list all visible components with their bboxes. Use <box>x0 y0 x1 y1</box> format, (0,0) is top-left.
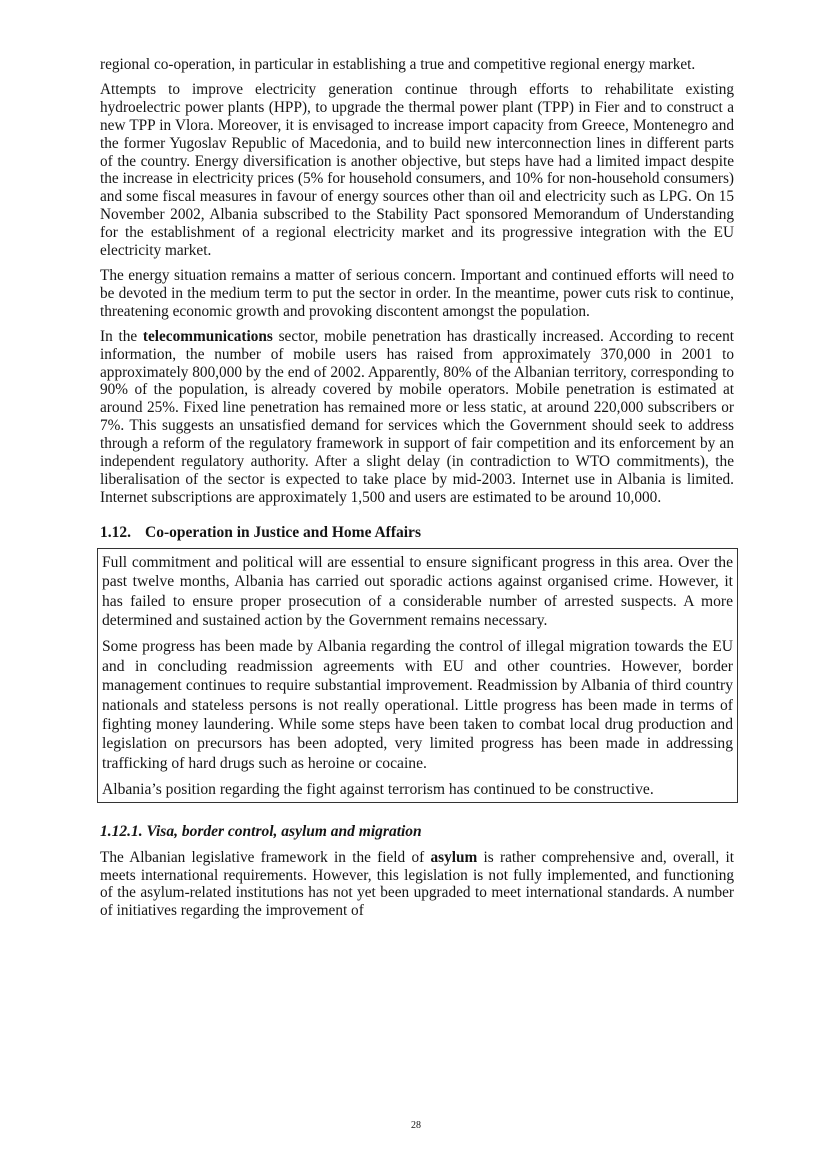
paragraph-electricity-generation: Attempts to improve electricity generation continue through efforts to rehabilitate existing hydroelectric power plants (HPP), to upgrade the thermal power plant (TPP) in Fier and to construct a new TPP in Vlora. Moreover, it is envisaged to increase import capacity from Greece, Montenegro and the former Yugoslav Republic of Macedonia, and to build new interconnection lines in different parts of the country. Energy diversification is another objective, but steps have had a limited impact despite the increase in electricity prices (5% for household consumers, and 10% for non-household consumers) and some fiscal measures in favour of energy sources other than oil and electricity such as LPG. On 15 November 2002, Albania subscribed to the Stability Pact sponsored Memorandum of Understanding for the establishment of a regional electricity market and its progressive integration with the EU electricity market. <box>100 80 734 260</box>
asylum-bold-term: asylum <box>430 848 478 866</box>
section-number: 1.12. <box>100 523 131 541</box>
paragraph-telecommunications <box>100 328 734 507</box>
subsection-heading: 1.12.1. Visa, border control, asylum and migration <box>100 822 422 840</box>
section-title: Co-operation in Justice and Home Affairs <box>145 523 421 541</box>
telecom-rest: sector, mobile penetration has drastically increased. According to recent information, the number of mobile users has raised from approximately 370,000 in 2001 to approximately 800,000 by the end of 2002. Apparently, 80% of the Albanian territory, corresponding to 90% of the population, is already covered by mobile operators. Mobile penetration is estimated at around 25%. Fixed line penetration has remained more or less static, at around 220,000 subscribers or 7%. This suggests an unsatisfied demand for services which the Government should seek to address through a reform of the regulatory framework in support of fair competition and its enforcement by an independent regulatory authority. After a slight delay (in contradiction to WTO commitments), the liberalisation of the sector is expected to take place by mid-2003. Internet use in Albania is limited. Internet subscriptions are approximately 1,500 and users are estimated to be around 10,000. <box>100 327 734 506</box>
section-heading <box>100 524 734 542</box>
paragraph-energy-cooperation: regional co-operation, in particular in establishing a true and competitive regional energy market. <box>100 56 696 73</box>
box-paragraph-commitment: Full commitment and political will are essential to ensure significant progress in this area. Over the past twelve months, Albania has carried out sporadic actions against organised crime. However, it has failed to ensure proper prosecution of a considerable number of arrested suspects. A more determined and sustained action by the Government remains necessary. <box>102 553 733 629</box>
box-paragraph-terrorism: Albania’s position regarding the fight against terrorism has continued to be constructive. <box>102 781 654 799</box>
telecom-bold-term: telecommunications <box>142 327 273 345</box>
summary-box <box>97 548 738 803</box>
page-number: 28 <box>411 1120 421 1131</box>
asylum-lead: The Albanian legislative framework in the field of <box>100 848 431 866</box>
asylum-rest: is rather comprehensive and, overall, it meets international requirements. However, this legislation is not fully implemented, and functioning of the asylum-related institutions has not yet been upgraded to meet international standards. A number of initiatives regarding the improvement of <box>100 848 734 920</box>
paragraph-energy-situation: The energy situation remains a matter of serious concern. Important and continued efforts will need to be devoted in the medium term to put the sector in order. In the meantime, power cuts risk to continue, threatening economic growth and provoking discontent amongst the population. <box>100 266 734 320</box>
document-page <box>100 56 734 927</box>
box-paragraph-migration: Some progress has been made by Albania regarding the control of illegal migration towards the EU and in concluding readmission agreements with EU and other countries. However, border management continues to require substantial improvement. Readmission by Albania of third country nationals and stateless persons is not really operational. Little progress has been made in terms of fighting money laundering. While some steps have been taken to combat local drug production and legislation on precursors has been adopted, very limited progress has been made in addressing trafficking of hard drugs such as heroine or cocaine. <box>102 638 733 772</box>
paragraph-asylum <box>100 849 734 921</box>
telecom-lead: In the <box>100 327 143 345</box>
